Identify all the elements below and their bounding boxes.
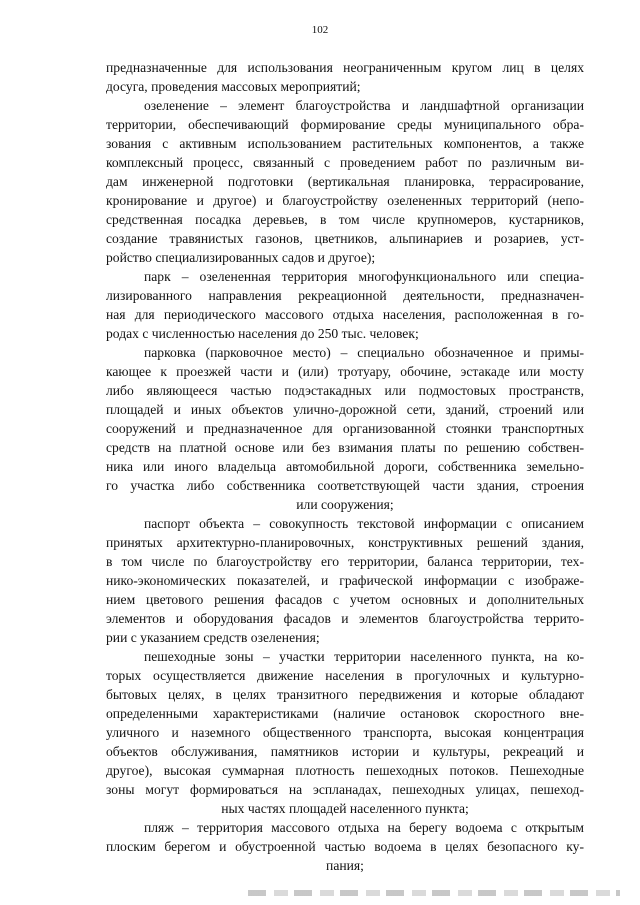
text-line: рии с указанием средств озеленения; xyxy=(106,630,320,645)
text-line: или сооружения; xyxy=(296,497,394,512)
text-line: паспорт объекта – совокупность текстовой информации с описанием xyxy=(144,516,584,531)
text-line: родах с численностью населения до 250 тыс. человек; xyxy=(106,326,419,341)
scan-artifact xyxy=(248,890,620,896)
page-number: 102 xyxy=(311,24,329,36)
text-line: зоны могут формироваться на эспланадах, пешеходных улицах, пешеход- xyxy=(106,782,584,797)
text-line: другое), высокая суммарная плотность пешеходных потоков. Пешеходные xyxy=(106,763,584,778)
text-line: либо являющееся частью подэстакадных или подмостовых пространств, xyxy=(106,383,584,398)
text-line: досуга, проведения массовых мероприятий; xyxy=(106,79,361,94)
text-line: определенными характеристиками (наличие остановок скоростного вне- xyxy=(106,706,584,721)
text-line: дам инженерной подготовки (вертикальная планировка, террасирование, xyxy=(106,174,584,189)
text-line: площадей и иных объектов улично-дорожной сети, зданий, строений или xyxy=(106,402,584,417)
text-line: нико-экономических показателей, и графической информации с изображе- xyxy=(106,573,584,588)
text-line: плоским берегом и обустроенной частью водоема в целях безопасного ку- xyxy=(106,839,584,854)
text-line: парковка (парковочное место) – специально обозначенное и примы- xyxy=(144,345,584,360)
text-line: средств на платной основе или без взимания платы по решению собствен- xyxy=(106,440,584,455)
text-line: пешеходные зоны – участки территории населенного пункта, на ко- xyxy=(144,649,584,664)
text-line: бытовых целях, в целях транзитного передвижения и которые обладают xyxy=(106,687,584,702)
text-line: лизированного направления рекреационной деятельности, предназначен- xyxy=(106,288,584,303)
text-line: объектов обслуживания, памятников истории и культуры, рекреаций и xyxy=(106,744,584,759)
text-line: ника или иного владельца автомобильной дороги, собственника земельно- xyxy=(106,459,584,474)
text-line: предназначенные для использования неограниченным кругом лиц в целях xyxy=(106,60,584,75)
text-line: ройство специализированных садов и другое); xyxy=(106,250,376,265)
text-line: уличного и наземного общественного транспорта, высокая концентрация xyxy=(106,725,584,740)
text-line: принятых архитектурно-планировочных, конструктивных решений здания, xyxy=(106,535,584,550)
text-line: нием цветового решения фасадов с учетом основных и дополнительных xyxy=(106,592,584,607)
text-line: ная для периодического массового отдыха населения, расположенная в го- xyxy=(106,307,584,322)
text-line: элементов и оборудования фасадов и элементов благоустройства террито- xyxy=(106,611,584,626)
text-line: сооружений и предназначенное для организованной стоянки транспортных xyxy=(106,421,584,436)
text-line: торых осуществляется движение населения в прогулочных и культурно- xyxy=(106,668,584,683)
text-line: озеленение – элемент благоустройства и ландшафтной организации xyxy=(144,98,584,113)
text-line: средственная посадка деревьев, в том числе крупномеров, кустарников, xyxy=(106,212,584,227)
text-line: создание травянистых газонов, цветников, альпинариев и розариев, уст- xyxy=(106,231,584,246)
text-line: комплексный процесс, связанный с проведением работ по различным ви- xyxy=(106,155,584,170)
text-line: го участка либо собственника соответствующей части здания, строения xyxy=(106,478,584,493)
text-line: ных частях площадей населенного пункта; xyxy=(221,801,469,816)
text-line: парк – озелененная территория многофункционального или специа- xyxy=(144,269,584,284)
text-line: зования с активным использованием растительных компонентов, а также xyxy=(106,136,584,151)
text-line: в том числе по благоустройству его территории, баланса территории, тех- xyxy=(106,554,584,569)
text-line: кающее к проезжей части и (или) тротуару, обочине, эстакаде или мосту xyxy=(106,364,584,379)
text-line: территории, обеспечивающий формирование среды муниципального обра- xyxy=(106,117,584,132)
text-line: кронирование и другое) и благоустройству озелененных территорий (непо- xyxy=(106,193,584,208)
text-line: пляж – территория массового отдыха на берегу водоема с открытым xyxy=(144,820,584,835)
text-line: пания; xyxy=(326,858,364,873)
